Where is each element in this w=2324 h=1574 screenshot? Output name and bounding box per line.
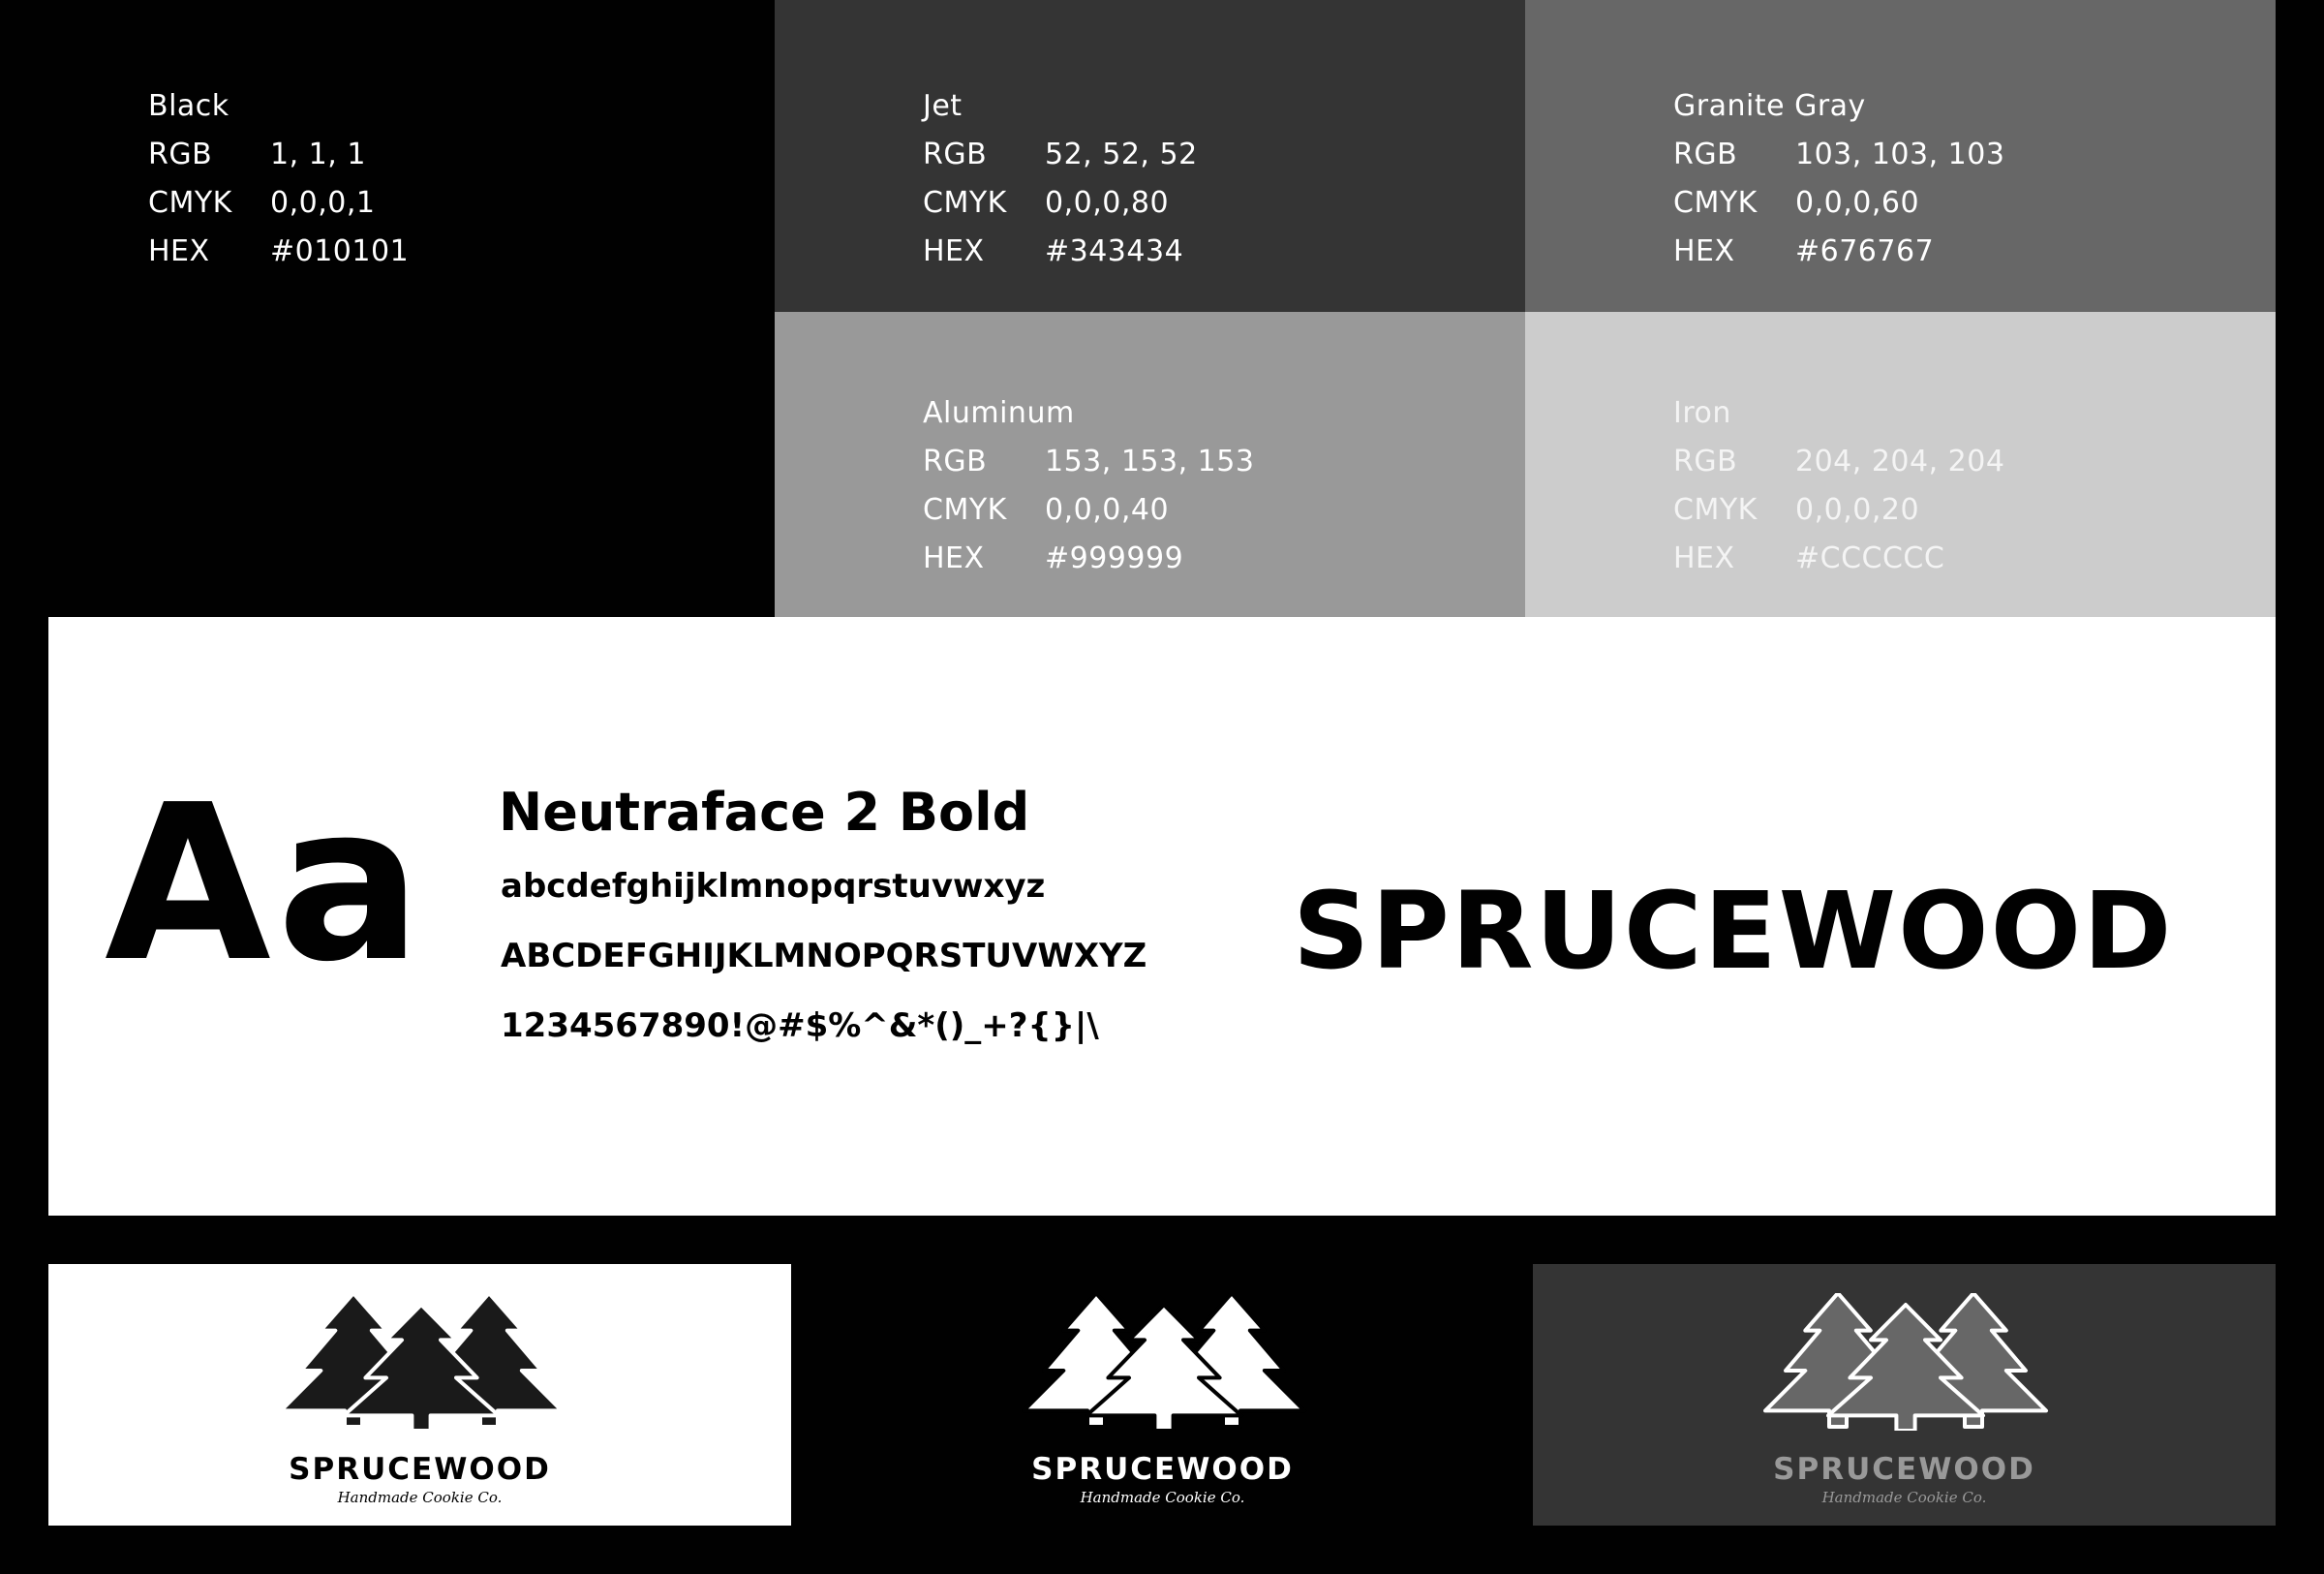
cmyk-label: CMYK (923, 493, 1007, 527)
cmyk-value: 0,0,0,80 (1045, 186, 1170, 220)
cmyk-label: CMYK (148, 186, 232, 220)
cmyk-value: 0,0,0,60 (1795, 186, 1920, 220)
rgb-value: 103, 103, 103 (1795, 138, 2005, 171)
font-name: Neutraface 2 Bold (499, 782, 1030, 843)
hex-label: HEX (1673, 234, 1735, 268)
swatch-info (923, 82, 1198, 276)
swatch-iron (1525, 312, 2276, 617)
rgb-label: RGB (923, 445, 988, 478)
swatch-granite-gray (1525, 0, 2276, 312)
swatch-name: Granite Gray (1673, 89, 1866, 123)
hex-value: #676767 (1795, 234, 1935, 268)
cmyk-value: 0,0,0,1 (270, 186, 376, 220)
logo-variant-dark (791, 1264, 1534, 1526)
hex-label: HEX (148, 234, 210, 268)
hex-value: #CCCCCC (1795, 541, 1945, 575)
hex-value: #010101 (270, 234, 410, 268)
typography-panel (48, 617, 2276, 1216)
swatch-name: Jet (923, 89, 963, 123)
logo-tagline: Handmade Cookie Co. (337, 1489, 503, 1506)
cmyk-label: CMYK (1673, 493, 1758, 527)
swatch-info (923, 389, 1254, 583)
hex-value: #343434 (1045, 234, 1184, 268)
hex-label: HEX (923, 234, 985, 268)
tree-logo-icon (1760, 1293, 2051, 1431)
hex-label: HEX (923, 541, 985, 575)
rgb-value: 52, 52, 52 (1045, 138, 1198, 171)
swatch-aluminum (775, 312, 1525, 617)
rgb-value: 153, 153, 153 (1045, 445, 1255, 478)
swatch-info (148, 82, 409, 276)
cmyk-value: 0,0,0,20 (1795, 493, 1920, 527)
rgb-label: RGB (148, 138, 213, 171)
rgb-label: RGB (923, 138, 988, 171)
swatch-name: Iron (1673, 396, 1731, 430)
logo-tagline: Handmade Cookie Co. (1821, 1489, 1987, 1506)
tree-logo-icon (276, 1293, 566, 1431)
swatch-info (1673, 389, 2004, 583)
hex-label: HEX (1673, 541, 1735, 575)
rgb-label: RGB (1673, 445, 1738, 478)
cmyk-label: CMYK (923, 186, 1007, 220)
brand-wordmark: SPRUCEWOOD (1293, 869, 2174, 993)
logo-wordmark: SPRUCEWOOD (289, 1452, 551, 1487)
logo-variant-light (48, 1264, 791, 1526)
swatch-black (0, 0, 775, 617)
rgb-value: 204, 204, 204 (1795, 445, 2005, 478)
logo-wordmark: SPRUCEWOOD (1031, 1452, 1294, 1487)
swatch-jet (775, 0, 1525, 312)
logo-variant-gray (1533, 1264, 2276, 1526)
logo-tagline: Handmade Cookie Co. (1080, 1489, 1245, 1506)
glyphs-uppercase: ABCDEFGHIJKLMNOPQRSTUVWXYZ (501, 937, 1147, 975)
swatch-info (1673, 82, 2004, 276)
logo-wordmark: SPRUCEWOOD (1773, 1452, 2035, 1487)
swatch-name: Black (148, 89, 229, 123)
cmyk-value: 0,0,0,40 (1045, 493, 1170, 527)
type-sample: Aa (105, 759, 428, 1009)
cmyk-label: CMYK (1673, 186, 1758, 220)
tree-logo-icon (1019, 1293, 1309, 1431)
rgb-value: 1, 1, 1 (270, 138, 366, 171)
hex-value: #999999 (1045, 541, 1184, 575)
swatch-name: Aluminum (923, 396, 1075, 430)
rgb-label: RGB (1673, 138, 1738, 171)
glyphs-lowercase: abcdefghijklmnopqrstuvwxyz (501, 867, 1046, 906)
glyphs-numbers-symbols: 1234567890!@#$%^&*()_+?{}|\ (501, 1006, 1099, 1045)
